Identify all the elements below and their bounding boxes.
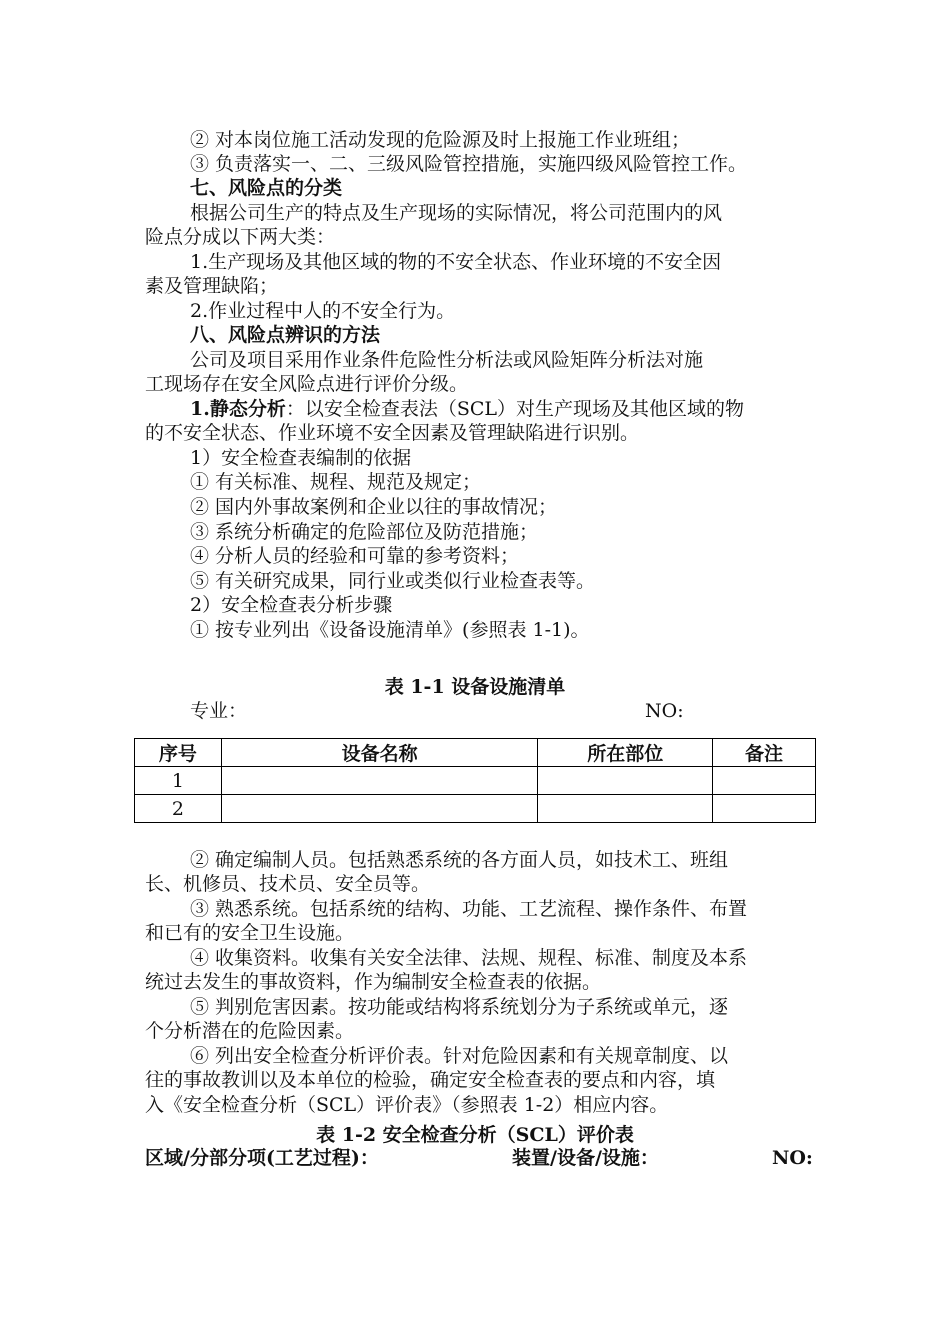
- static-analysis-paragraph: [190, 397, 810, 421]
- table-row: [135, 767, 816, 795]
- paragraph: 入《安全检查分析（SCL）评价表》（参照表 1-2）相应内容。: [145, 1094, 669, 1116]
- table-cell: [221, 767, 538, 795]
- list-item: ④ 分析人员的经验和可靠的参考资料；: [190, 545, 520, 567]
- table-cell: [221, 795, 538, 823]
- list-item: ① 按专业列出《设备设施清单》(参照表 1-1)。: [190, 619, 590, 641]
- paragraph: 长、机修员、技术员、安全员等。: [145, 873, 431, 895]
- paragraph: ③ 负责落实一、二、三级风险管控措施，实施四级风险管控工作。: [190, 153, 748, 175]
- section-heading-7: 七、风险点的分类: [190, 177, 343, 199]
- static-analysis-text: ：以安全检查表法（SCL）对生产现场及其他区域的物: [285, 398, 745, 420]
- table2-caption: 表 1-2 安全检查分析（SCL）评价表: [316, 1124, 634, 1146]
- table-cell: 2: [135, 795, 222, 823]
- paragraph: 2）安全检查表分析步骤: [190, 594, 393, 616]
- paragraph: ② 对本岗位施工活动发现的危险源及时上报施工作业班组；: [190, 129, 691, 151]
- header-cell: 序号: [135, 739, 222, 767]
- table-cell: [713, 795, 816, 823]
- paragraph: 1.生产现场及其他区域的物的不安全状态、作业环境的不安全因: [190, 251, 722, 273]
- table-header-row: [135, 739, 816, 767]
- section-heading-8: 八、风险点辨识的方法: [190, 324, 381, 346]
- paragraph: 的不安全状态、作业环境不安全因素及管理缺陷进行识别。: [145, 422, 640, 444]
- equipment-table: [134, 738, 816, 823]
- specialty-label: 专业：: [190, 700, 248, 722]
- table-cell: [713, 767, 816, 795]
- table-row: [135, 795, 816, 823]
- table1-no-label: NO:: [645, 700, 684, 722]
- table-cell: [538, 767, 713, 795]
- table-cell: 1: [135, 767, 222, 795]
- paragraph: 2.作业过程中人的不安全行为。: [190, 300, 456, 322]
- paragraph: 根据公司生产的特点及生产现场的实际情况，将公司范围内的风: [190, 202, 723, 224]
- paragraph: 和已有的安全卫生设施。: [145, 922, 355, 944]
- header-cell: 设备名称: [221, 739, 538, 767]
- header-cell: 备注: [713, 739, 816, 767]
- list-item: ③ 系统分析确定的危险部位及防范措施；: [190, 521, 539, 543]
- static-analysis-label: 1.静态分析: [190, 398, 286, 420]
- paragraph: ④ 收集资料。收集有关安全法律、法规、规程、标准、制度及本系: [190, 947, 748, 969]
- table-cell: [538, 795, 713, 823]
- list-item: ⑤ 有关研究成果，同行业或类似行业检查表等。: [190, 570, 596, 592]
- list-item: ② 国内外事故案例和企业以往的事故情况；: [190, 496, 558, 518]
- header-cell: 所在部位: [538, 739, 713, 767]
- paragraph: ⑤ 判别危害因素。按功能或结构将系统划分为子系统或单元，逐: [190, 996, 729, 1018]
- paragraph: 工现场存在安全风险点进行评价分级。: [145, 373, 469, 395]
- table1-caption: 表 1-1 设备设施清单: [384, 676, 566, 698]
- paragraph: 素及管理缺陷；: [145, 275, 279, 297]
- table2-no-label: NO:: [772, 1147, 813, 1169]
- area-label: 区域/分部分项(工艺过程)：: [145, 1147, 379, 1169]
- paragraph: 险点分成以下两大类：: [145, 226, 336, 248]
- list-item: ① 有关标准、规程、规范及规定；: [190, 471, 482, 493]
- paragraph: 个分析潜在的危险因素。: [145, 1020, 355, 1042]
- paragraph: ② 确定编制人员。包括熟悉系统的各方面人员，如技术工、班组: [190, 849, 729, 871]
- paragraph: 统过去发生的事故资料，作为编制安全检查表的依据。: [145, 971, 602, 993]
- paragraph: ③ 熟悉系统。包括系统的结构、功能、工艺流程、操作条件、布置: [190, 898, 748, 920]
- paragraph: 公司及项目采用作业条件危险性分析法或风险矩阵分析法对施: [190, 349, 704, 371]
- paragraph: ⑥ 列出安全检查分析评价表。针对危险因素和有关规章制度、以: [190, 1045, 729, 1067]
- paragraph: 往的事故教训以及本单位的检验，确定安全检查表的要点和内容，填: [145, 1069, 716, 1091]
- paragraph: 1）安全检查表编制的依据: [190, 447, 412, 469]
- device-label: 装置/设备/设施：: [512, 1147, 659, 1169]
